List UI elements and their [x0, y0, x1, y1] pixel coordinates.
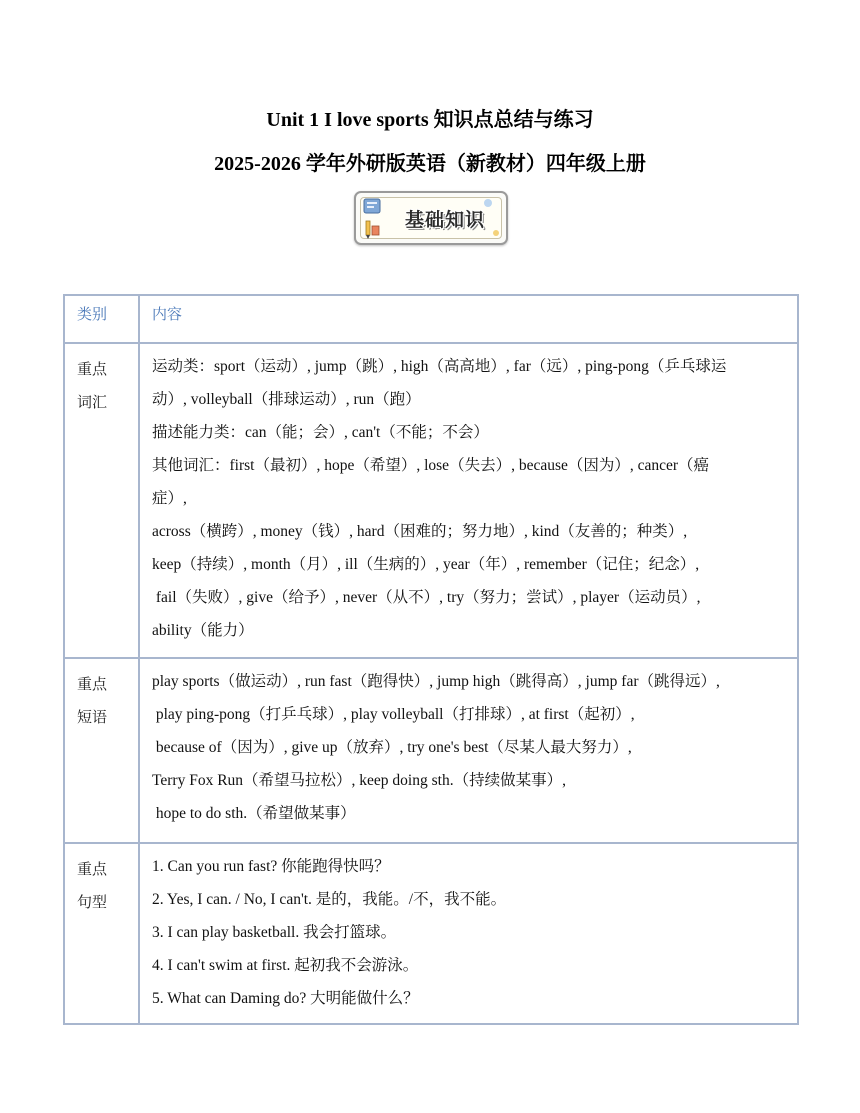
title-line-1: Unit 1 I love sports 知识点总结与练习	[266, 109, 594, 131]
content-line: play sports（做运动）, run fast（跑得快）, jump high（跳得高）, jump far（跳得远）,	[152, 673, 720, 690]
category-cell	[64, 343, 139, 658]
content-line: 3. I can play basketball. 我会打篮球。	[152, 924, 397, 941]
content-line: keep（持续）, month（月）, ill（生病的）, year（年）, remember（记住；纪念）,	[152, 556, 700, 573]
content-line: 症）,	[152, 490, 187, 507]
category-label: 短语	[77, 708, 108, 726]
table-row-phrases	[64, 658, 798, 843]
content-line: 5. What can Daming do? 大明能做什么？	[152, 990, 419, 1007]
knowledge-table	[63, 294, 799, 1025]
category-cell	[64, 658, 139, 843]
category-label: 重点	[77, 860, 108, 878]
content-cell	[139, 343, 798, 658]
content-line: 动）, volleyball（排球运动）, run（跑）	[152, 391, 421, 408]
content-line: 1. Can you run fast? 你能跑得快吗？	[152, 858, 390, 875]
category-label: 句型	[77, 893, 108, 911]
section-badge	[354, 191, 508, 245]
content-line: 2. Yes, I can. / No, I can't. 是的，我能。/不，我不能。	[152, 891, 507, 908]
content-cell	[139, 843, 798, 1024]
content-line: play ping-pong（打乒乓球）, play volleyball（打排球）, at first（起初）,	[152, 706, 635, 723]
content-line: 其他词汇：first（最初）, hope（希望）, lose（失去）, because（因为）, cancer（癌	[152, 457, 710, 474]
category-label: 重点	[77, 675, 108, 693]
table-header-row	[64, 295, 798, 343]
content-line: 描述能力类：can（能；会）, can't（不能；不会）	[152, 424, 489, 441]
column-header-content: 内容	[139, 295, 798, 343]
content-line: ability（能力）	[152, 622, 254, 639]
content-line: Terry Fox Run（希望马拉松）, keep doing sth.（持续做某事）,	[152, 772, 566, 789]
content-line: because of（因为）, give up（放弃）, try one's best（尽某人最大努力）,	[152, 739, 632, 756]
content-cell	[139, 658, 798, 843]
content-line: 运动类：sport（运动）, jump（跳）, high（高高地）, far（远）, ping-pong（乒乓球运	[152, 358, 727, 375]
content-line: hope to do sth.（希望做某事）	[152, 805, 356, 822]
title-line-2: 2025-2026 学年外研版英语（新教材）四年级上册	[214, 153, 646, 175]
category-label: 重点	[77, 360, 108, 378]
category-label: 词汇	[77, 393, 108, 411]
category-cell	[64, 843, 139, 1024]
content-line: across（横跨）, money（钱）, hard（困难的；努力地）, kind（友善的；种类）,	[152, 523, 688, 540]
table-row-vocabulary	[64, 343, 798, 658]
badge-label: 基础知识	[404, 209, 485, 231]
content-line: fail（失败）, give（给予）, never（从不）, try（努力；尝试）, player（运动员）,	[152, 589, 701, 606]
table-row-sentences	[64, 843, 798, 1024]
column-header-category: 类别	[64, 295, 139, 343]
content-line: 4. I can't swim at first. 起初我不会游泳。	[152, 957, 419, 974]
